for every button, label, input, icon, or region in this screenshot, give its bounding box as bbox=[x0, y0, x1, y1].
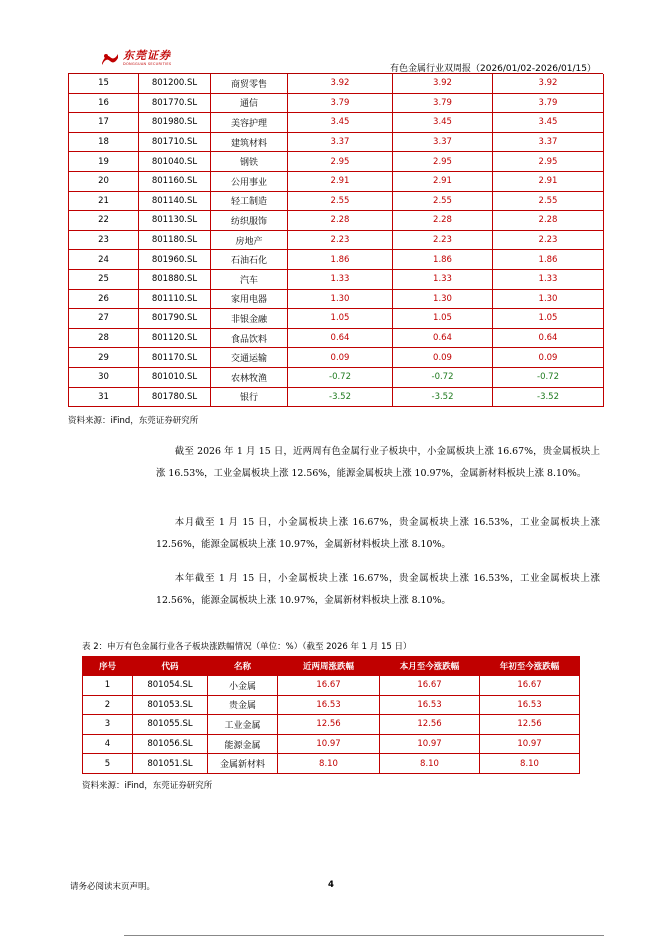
rank-cell: 29 bbox=[69, 348, 139, 368]
table-row bbox=[83, 754, 580, 774]
value-cell: 3.79 bbox=[493, 93, 604, 113]
rank-cell: 17 bbox=[69, 113, 139, 133]
value-cell: 16.53 bbox=[380, 695, 480, 715]
table-row bbox=[69, 367, 604, 387]
col-header-year: 年初至今涨跌幅 bbox=[480, 657, 580, 676]
code-cell: 801056.SL bbox=[133, 734, 208, 754]
table-row bbox=[69, 152, 604, 172]
code-cell: 801054.SL bbox=[133, 676, 208, 696]
name-cell: 汽车 bbox=[211, 269, 288, 289]
value-cell: 2.28 bbox=[288, 211, 393, 231]
value-cell: 1.05 bbox=[393, 309, 493, 329]
name-cell: 轻工制造 bbox=[211, 191, 288, 211]
value-cell: 12.56 bbox=[380, 715, 480, 735]
col-header-two-week: 近两周涨跌幅 bbox=[278, 657, 380, 676]
value-cell: 0.09 bbox=[393, 348, 493, 368]
value-cell: 2.28 bbox=[493, 211, 604, 231]
name-cell: 金属新材料 bbox=[208, 754, 278, 774]
paragraph-two-week: 截至 2026 年 1 月 15 日，近两周有色金属行业子板块中，小金属板块上涨 16.67%，贵金属板块上涨 16.53%，工业金属板块上涨 12.56%，能源金属板块上涨 10.97%，金属新材料板块上涨 8.10%。 bbox=[156, 446, 600, 479]
name-cell: 小金属 bbox=[208, 676, 278, 696]
value-cell: 1.30 bbox=[493, 289, 604, 309]
value-cell: 0.09 bbox=[493, 348, 604, 368]
code-cell: 801140.SL bbox=[139, 191, 211, 211]
value-cell: 3.45 bbox=[288, 113, 393, 133]
value-cell: 1.33 bbox=[493, 269, 604, 289]
value-cell: 16.67 bbox=[380, 676, 480, 696]
value-cell: 16.67 bbox=[480, 676, 580, 696]
value-cell: 1.86 bbox=[288, 250, 393, 270]
value-cell: 3.92 bbox=[493, 74, 604, 93]
value-cell: 12.56 bbox=[480, 715, 580, 735]
value-cell: 2.95 bbox=[393, 152, 493, 172]
col-header-rank: 序号 bbox=[83, 657, 133, 676]
value-cell: 3.92 bbox=[393, 74, 493, 93]
rank-cell: 31 bbox=[69, 387, 139, 407]
rank-cell: 3 bbox=[83, 715, 133, 735]
value-cell: 2.55 bbox=[493, 191, 604, 211]
company-logo bbox=[100, 50, 171, 67]
industry-ranking-table bbox=[68, 74, 604, 407]
table-row bbox=[69, 93, 604, 113]
value-cell: 3.37 bbox=[288, 132, 393, 152]
col-header-name: 名称 bbox=[208, 657, 278, 676]
paragraph-year-to-date: 本年截至 1 月 15 日，小金属板块上涨 16.67%，贵金属板块上涨 16.53%，工业金属板块上涨 12.56%，能源金属板块上涨 10.97%，金属新材料板块上涨 8.10%。 bbox=[156, 573, 600, 606]
code-cell: 801180.SL bbox=[139, 230, 211, 250]
industry-ranking-body bbox=[69, 74, 604, 407]
value-cell: 1.05 bbox=[288, 309, 393, 329]
value-cell: -0.72 bbox=[393, 367, 493, 387]
table2-caption: 表 2：申万有色金属行业各子板块涨跌幅情况（单位：%）（截至 2026 年 1 月 15 日） bbox=[82, 642, 412, 652]
table-row bbox=[83, 715, 580, 735]
value-cell: 2.91 bbox=[493, 171, 604, 191]
value-cell: 0.64 bbox=[493, 328, 604, 348]
table-row bbox=[69, 230, 604, 250]
code-cell: 801110.SL bbox=[139, 289, 211, 309]
name-cell: 能源金属 bbox=[208, 734, 278, 754]
rank-cell: 21 bbox=[69, 191, 139, 211]
table-row bbox=[69, 309, 604, 329]
table-row bbox=[69, 328, 604, 348]
rank-cell: 1 bbox=[83, 676, 133, 696]
value-cell: 16.67 bbox=[278, 676, 380, 696]
table-row bbox=[69, 250, 604, 270]
value-cell: 3.45 bbox=[493, 113, 604, 133]
table1-source: 资料来源：iFind，东莞证券研究所 bbox=[68, 416, 199, 426]
value-cell: 3.37 bbox=[493, 132, 604, 152]
rank-cell: 30 bbox=[69, 367, 139, 387]
code-cell: 801960.SL bbox=[139, 250, 211, 270]
table-row bbox=[69, 289, 604, 309]
rank-cell: 25 bbox=[69, 269, 139, 289]
value-cell: 0.64 bbox=[393, 328, 493, 348]
rank-cell: 16 bbox=[69, 93, 139, 113]
value-cell: 8.10 bbox=[380, 754, 480, 774]
value-cell: 2.23 bbox=[493, 230, 604, 250]
table-row bbox=[83, 734, 580, 754]
value-cell: 2.28 bbox=[393, 211, 493, 231]
rank-cell: 2 bbox=[83, 695, 133, 715]
code-cell: 801200.SL bbox=[139, 74, 211, 93]
code-cell: 801160.SL bbox=[139, 171, 211, 191]
table-row bbox=[83, 695, 580, 715]
value-cell: 1.86 bbox=[493, 250, 604, 270]
value-cell: 3.45 bbox=[393, 113, 493, 133]
value-cell: 10.97 bbox=[278, 734, 380, 754]
value-cell: 10.97 bbox=[380, 734, 480, 754]
value-cell: -3.52 bbox=[288, 387, 393, 407]
code-cell: 801053.SL bbox=[133, 695, 208, 715]
value-cell: 10.97 bbox=[480, 734, 580, 754]
name-cell: 食品饮料 bbox=[211, 328, 288, 348]
disclaimer-note: 请务必阅读末页声明。 bbox=[70, 882, 156, 892]
logo-text-en: DONGGUAN SECURITIES bbox=[123, 62, 172, 66]
code-cell: 801040.SL bbox=[139, 152, 211, 172]
rank-cell: 24 bbox=[69, 250, 139, 270]
name-cell: 非银金融 bbox=[211, 309, 288, 329]
name-cell: 公用事业 bbox=[211, 171, 288, 191]
rank-cell: 19 bbox=[69, 152, 139, 172]
rank-cell: 18 bbox=[69, 132, 139, 152]
code-cell: 801770.SL bbox=[139, 93, 211, 113]
name-cell: 房地产 bbox=[211, 230, 288, 250]
name-cell: 贵金属 bbox=[208, 695, 278, 715]
table-row bbox=[69, 132, 604, 152]
name-cell: 石油石化 bbox=[211, 250, 288, 270]
rank-cell: 22 bbox=[69, 211, 139, 231]
value-cell: -0.72 bbox=[288, 367, 393, 387]
value-cell: 2.23 bbox=[393, 230, 493, 250]
rank-cell: 23 bbox=[69, 230, 139, 250]
rank-cell: 5 bbox=[83, 754, 133, 774]
value-cell: 2.91 bbox=[393, 171, 493, 191]
value-cell: 1.05 bbox=[493, 309, 604, 329]
code-cell: 801055.SL bbox=[133, 715, 208, 735]
value-cell: 1.33 bbox=[393, 269, 493, 289]
value-cell: 16.53 bbox=[278, 695, 380, 715]
table-row bbox=[69, 348, 604, 368]
table-row bbox=[69, 269, 604, 289]
code-cell: 801780.SL bbox=[139, 387, 211, 407]
name-cell: 商贸零售 bbox=[211, 74, 288, 93]
page-number: 4 bbox=[328, 880, 334, 890]
rank-cell: 27 bbox=[69, 309, 139, 329]
name-cell: 建筑材料 bbox=[211, 132, 288, 152]
value-cell: 3.92 bbox=[288, 74, 393, 93]
table-row bbox=[69, 113, 604, 133]
value-cell: -3.52 bbox=[493, 387, 604, 407]
value-cell: 2.91 bbox=[288, 171, 393, 191]
value-cell: 0.64 bbox=[288, 328, 393, 348]
name-cell: 美容护理 bbox=[211, 113, 288, 133]
logo-icon bbox=[100, 51, 120, 67]
code-cell: 801880.SL bbox=[139, 269, 211, 289]
name-cell: 家用电器 bbox=[211, 289, 288, 309]
code-cell: 801710.SL bbox=[139, 132, 211, 152]
table-row bbox=[69, 387, 604, 407]
value-cell: 1.30 bbox=[393, 289, 493, 309]
value-cell: -3.52 bbox=[393, 387, 493, 407]
value-cell: 16.53 bbox=[480, 695, 580, 715]
table2-header-row bbox=[83, 657, 580, 676]
code-cell: 801051.SL bbox=[133, 754, 208, 774]
table-row bbox=[69, 171, 604, 191]
value-cell: 12.56 bbox=[278, 715, 380, 735]
value-cell: 2.23 bbox=[288, 230, 393, 250]
report-title: 有色金属行业双周报（2026/01/02-2026/01/15） bbox=[390, 64, 596, 74]
value-cell: 3.37 bbox=[393, 132, 493, 152]
value-cell: 1.33 bbox=[288, 269, 393, 289]
code-cell: 801790.SL bbox=[139, 309, 211, 329]
table-row bbox=[69, 191, 604, 211]
rank-cell: 20 bbox=[69, 171, 139, 191]
value-cell: 1.86 bbox=[393, 250, 493, 270]
rank-cell: 28 bbox=[69, 328, 139, 348]
name-cell: 农林牧渔 bbox=[211, 367, 288, 387]
value-cell: 1.30 bbox=[288, 289, 393, 309]
value-cell: 3.79 bbox=[288, 93, 393, 113]
name-cell: 纺织服饰 bbox=[211, 211, 288, 231]
name-cell: 银行 bbox=[211, 387, 288, 407]
value-cell: 0.09 bbox=[288, 348, 393, 368]
value-cell: 8.10 bbox=[480, 754, 580, 774]
code-cell: 801010.SL bbox=[139, 367, 211, 387]
rank-cell: 26 bbox=[69, 289, 139, 309]
value-cell: 3.79 bbox=[393, 93, 493, 113]
table2-source: 资料来源：iFind，东莞证券研究所 bbox=[82, 781, 213, 791]
value-cell: 2.55 bbox=[288, 191, 393, 211]
table-row bbox=[83, 676, 580, 696]
code-cell: 801170.SL bbox=[139, 348, 211, 368]
value-cell: -0.72 bbox=[493, 367, 604, 387]
subsector-performance-body bbox=[83, 676, 580, 774]
code-cell: 801120.SL bbox=[139, 328, 211, 348]
col-header-code: 代码 bbox=[133, 657, 208, 676]
rank-cell: 15 bbox=[69, 74, 139, 93]
value-cell: 2.55 bbox=[393, 191, 493, 211]
name-cell: 交通运输 bbox=[211, 348, 288, 368]
code-cell: 801130.SL bbox=[139, 211, 211, 231]
value-cell: 8.10 bbox=[278, 754, 380, 774]
value-cell: 2.95 bbox=[493, 152, 604, 172]
logo-text-cn: 东莞证券 bbox=[123, 49, 171, 62]
code-cell: 801980.SL bbox=[139, 113, 211, 133]
paragraph-month-to-date: 本月截至 1 月 15 日，小金属板块上涨 16.67%，贵金属板块上涨 16.53%，工业金属板块上涨 12.56%，能源金属板块上涨 10.97%，金属新材料板块上涨 8.10%。 bbox=[156, 517, 600, 550]
name-cell: 通信 bbox=[211, 93, 288, 113]
name-cell: 钢铁 bbox=[211, 152, 288, 172]
table-row bbox=[69, 211, 604, 231]
subsector-performance-table bbox=[82, 656, 580, 774]
name-cell: 工业金属 bbox=[208, 715, 278, 735]
col-header-month: 本月至今涨跌幅 bbox=[380, 657, 480, 676]
value-cell: 2.95 bbox=[288, 152, 393, 172]
table-row bbox=[69, 74, 604, 93]
rank-cell: 4 bbox=[83, 734, 133, 754]
